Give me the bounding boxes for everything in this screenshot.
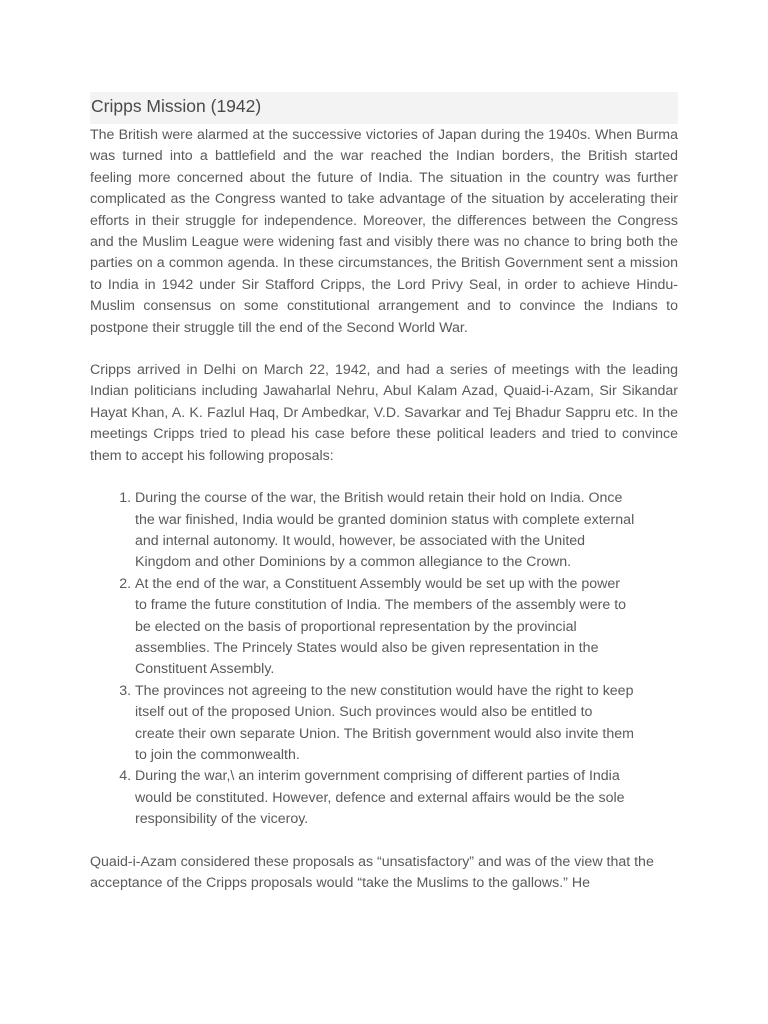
list-item: 2. At the end of the war, a Constituent Assembly would be set up with the power to frame the future constitution of India. The members of the assembly were to be elected on the basis of proportional representation by the provincial assemblies. The Princely States would also be given representation in the Constituent Assembly. bbox=[135, 574, 635, 681]
document-page bbox=[90, 92, 678, 894]
page-title: Cripps Mission (1942) bbox=[91, 96, 262, 116]
list-item: 3. The provinces not agreeing to the new constitution would have the right to keep itself out of the proposed Union. Such provinces would also be entitled to create their own separate Union. The British government would also invite them to join the commonwealth. bbox=[135, 681, 635, 767]
list-item: 1. During the course of the war, the British would retain their hold on India. Once the war finished, India would be granted dominion status with complete external and internal autonomy. It would, however, be associated with the United Kingdom and other Dominions by a common allegiance to the Crown. bbox=[135, 488, 635, 574]
intro-paragraph: The British were alarmed at the successive victories of Japan during the 1940s. When Burma was turned into a battlefield and the war reached the Indian borders, the British started feeling more concerned about the future of India. The situation in the country was further complicated as the Congress wanted to take advantage of the situation by accelerating their efforts in their struggle for independence. Moreover, the differences between the Congress and the Muslim League were widening fast and visibly there was no chance to bring both the parties on a common agenda. In these circumstances, the British Government sent a mission to India in 1942 under Sir Stafford Cripps, the Lord Privy Seal, in order to achieve Hindu-Muslim consensus on some constitutional arrangement and to convince the Indians to postpone their struggle till the end of the Second World War. bbox=[90, 127, 678, 336]
title-banner bbox=[90, 92, 678, 124]
arrival-paragraph: Cripps arrived in Delhi on March 22, 1942, and had a series of meetings with the leading Indian politicians including Jawaharlal Nehru, Abul Kalam Azad, Quaid-i-Azam, Sir Sikandar Hayat Khan, A. K. Fazlul Haq, Dr Ambedkar, V.D. Savarkar and Tej Bhadur Sappru etc. In the meetings Cripps tried to plead his case before these political leaders and tried to convince them to accept his following proposals: bbox=[90, 362, 678, 464]
closing-paragraph: Quaid-i-Azam considered these proposals as “unsatisfactory” and was of the view that the acceptance of the Cripps proposals would “take the Muslims to the gallows.” He bbox=[90, 853, 654, 891]
proposals-list bbox=[90, 488, 635, 831]
list-item: 4. During the war,\ an interim government comprising of different parties of India would be constituted. However, defence and external affairs would be the sole responsibility of the viceroy. bbox=[135, 766, 635, 830]
